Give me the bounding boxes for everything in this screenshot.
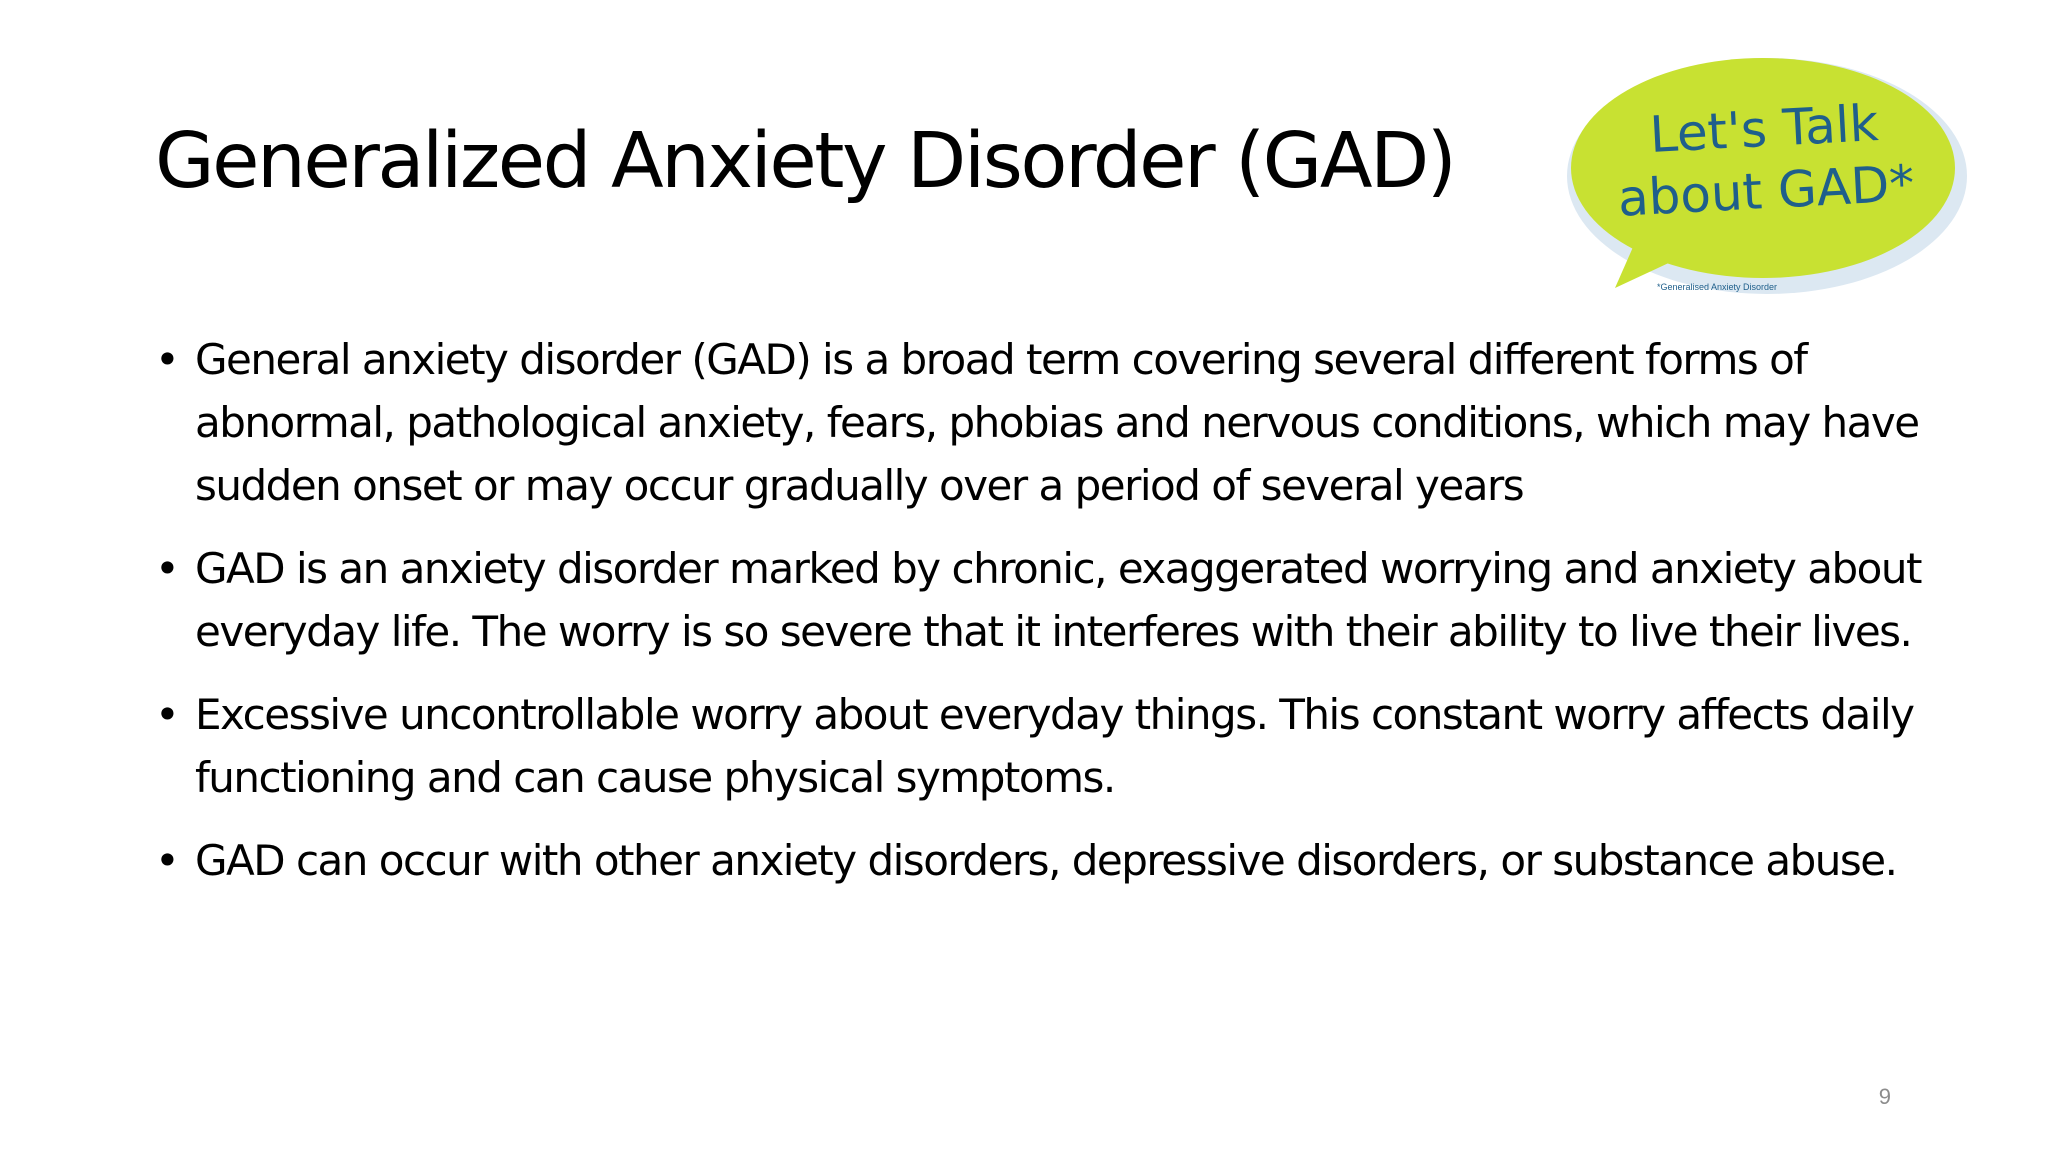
bullet-item [155, 683, 1935, 809]
bullet-item [155, 829, 1935, 892]
page-number: 9 [1878, 1084, 1891, 1109]
bullet-marker: • [155, 836, 179, 885]
speech-bubble-icon [1555, 48, 1975, 308]
bullet-item [155, 328, 1935, 517]
lets-talk-about-gad-logo [1555, 48, 1975, 308]
bullet-marker: • [155, 335, 179, 384]
bullet-marker: • [155, 690, 179, 739]
logo-line-2: about GAD* [1616, 154, 1916, 228]
bullet-marker: • [155, 544, 179, 593]
logo-footnote: *Generalised Anxiety Disorder [1656, 282, 1778, 292]
bullet-text: General anxiety disorder (GAD) is a broad term covering several different forms of abnormal, pathological anxiety, fears, phobias and nervous conditions, which may have sudden onset or may occur gradually over a period of several years [195, 335, 1919, 510]
bullet-text: GAD is an anxiety disorder marked by chronic, exaggerated worrying and anxiety about everyday life. The worry is so severe that it interferes with their ability to live their lives. [195, 544, 1921, 656]
slide-title: Generalized Anxiety Disorder (GAD) [155, 117, 1455, 206]
bullet-item [155, 537, 1935, 663]
bullet-list [155, 328, 1935, 912]
bullet-text: GAD can occur with other anxiety disorders, depressive disorders, or substance abuse. [195, 836, 1897, 885]
logo-line-1: Let's Talk [1648, 94, 1880, 164]
bullet-text: Excessive uncontrollable worry about everyday things. This constant worry affects daily functioning and can cause physical symptoms. [195, 690, 1914, 802]
